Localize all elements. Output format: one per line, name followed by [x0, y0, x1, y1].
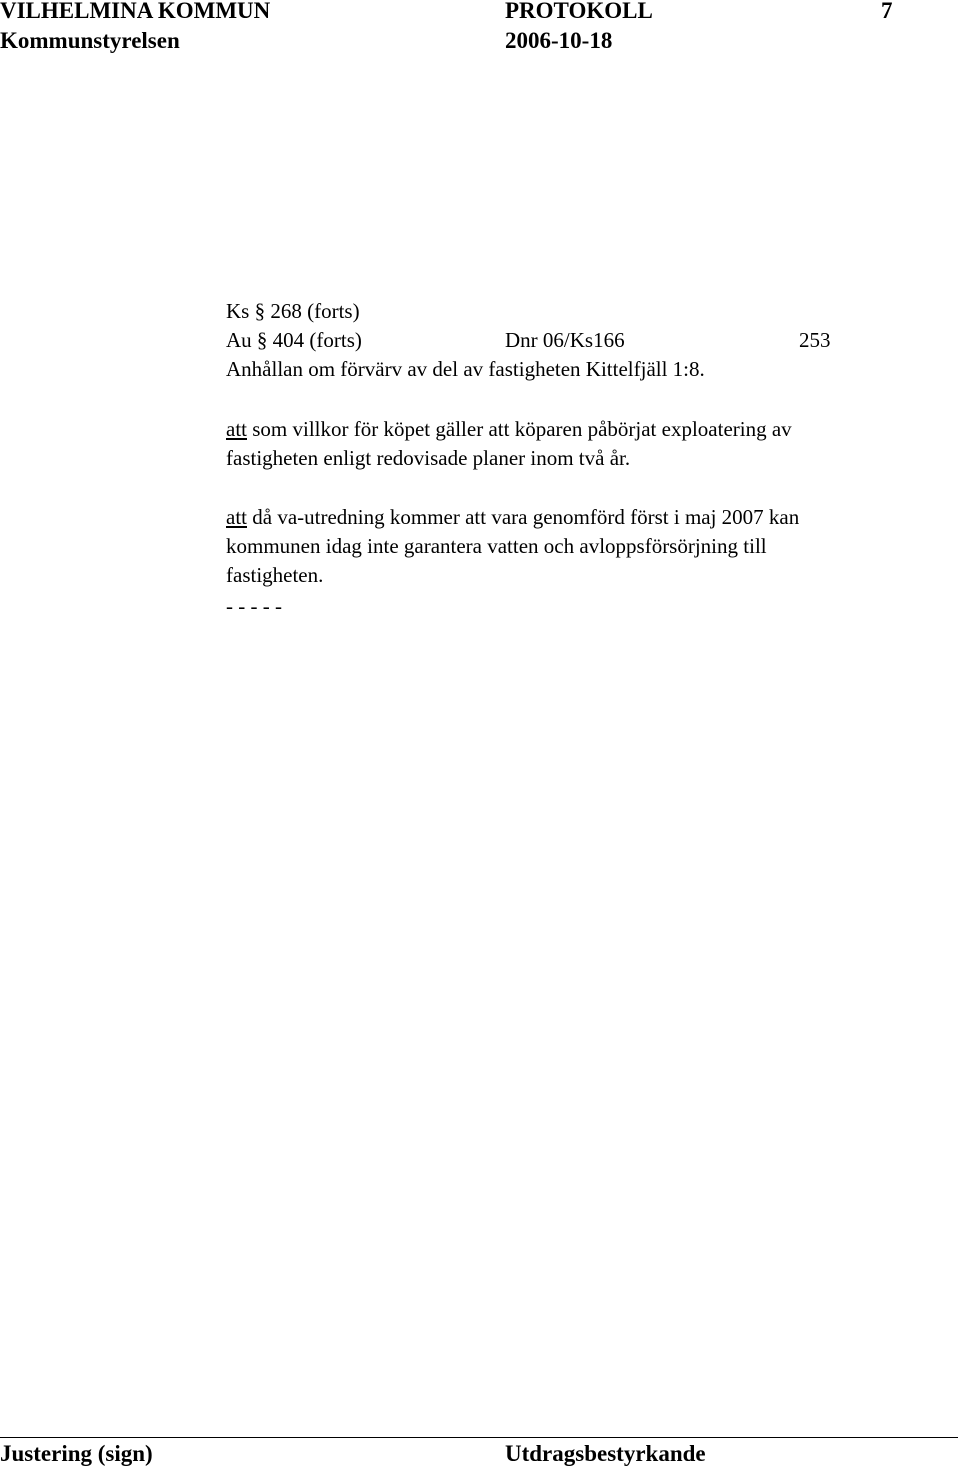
ks-reference: Ks § 268 (forts) [226, 299, 360, 323]
paragraph-2-line-3: fastigheten. [226, 563, 324, 587]
au-reference: Au § 404 (forts) [226, 328, 362, 352]
justering-label: Justering (sign) [0, 1441, 153, 1466]
att-keyword: att [226, 417, 247, 441]
section-separator: - - - - - [226, 594, 282, 618]
document-type: PROTOKOLL [505, 0, 653, 23]
att-keyword: att [226, 505, 247, 529]
paragraph-1-line-1 [226, 415, 792, 444]
organization-name: VILHELMINA KOMMUN [0, 0, 271, 23]
case-number: 253 [799, 328, 831, 352]
paragraph-text: som villkor för köpet gäller att köparen påbörjat exploatering av [247, 417, 792, 441]
paragraph-1-line-2: fastigheten enligt redovisade planer inom två år. [226, 446, 631, 470]
paragraph-text: då va-utredning kommer att vara genomförd först i maj 2007 kan [247, 505, 800, 529]
page-number: 7 [881, 0, 893, 23]
utdragsbestyrkande-label: Utdragsbestyrkande [505, 1441, 706, 1466]
section-title: Anhållan om förvärv av del av fastigheten Kittelfjäll 1:8. [226, 357, 705, 381]
paragraph-2-line-2: kommunen idag inte garantera vatten och avloppsförsörjning till [226, 534, 767, 558]
footer-rule [0, 1437, 958, 1438]
committee-name: Kommunstyrelsen [0, 28, 180, 53]
diary-number: Dnr 06/Ks166 [505, 328, 625, 352]
meeting-date: 2006-10-18 [505, 28, 613, 53]
paragraph-2-line-1 [226, 503, 799, 532]
